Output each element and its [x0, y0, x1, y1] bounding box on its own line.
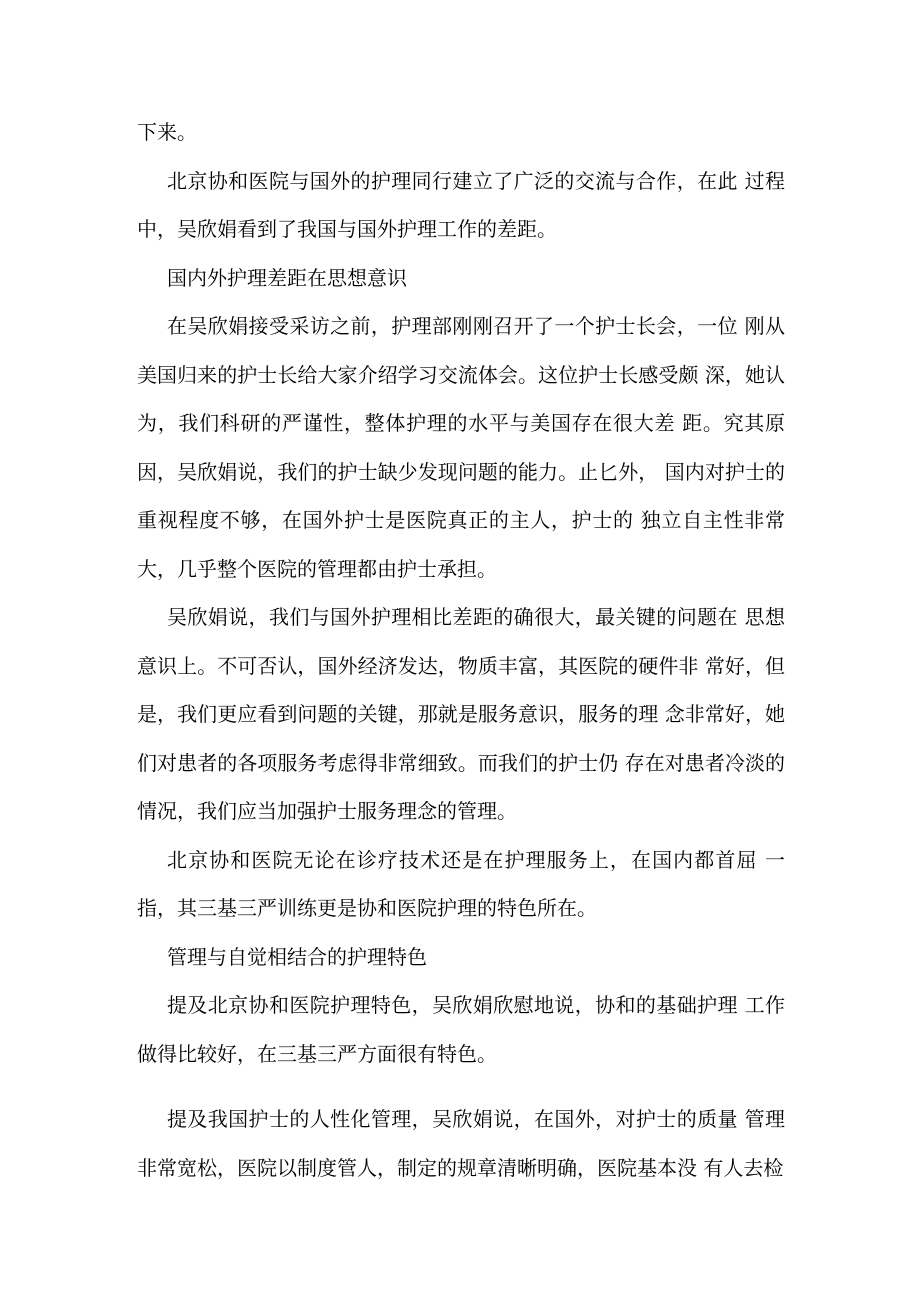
- section-heading-awareness-gap: 国内外护理差距在思想意识: [167, 265, 407, 290]
- paragraph-service-awareness: 吴欣娟说，我们与国外护理相比差距的确很大，最关键的问题在 思想意识上。不可否认，国外经济发达，物质丰富，其医院的硬件非 常好，但是，我们更应看到问题的关键，那就是服务意识，服务的理 念非常好，她们对患者的各项服务考虑得非常细致。而我们的护士仍 存在对患者冷淡的情况，我们应当加强护士服务理念的管理。: [137, 605, 785, 823]
- paragraph-humanized-management: 提及我国护士的人性化管理，吴欣娟说，在国外，对护士的质量 管理非常宽松，医院以制度管人，制定的规章清晰明确，医院基本没 有人去检: [137, 1107, 785, 1180]
- body-text: [137, 108, 785, 1192]
- paragraph-pumch-leading: 北京协和医院无论在诊疗技术还是在护理服务上，在国内都首屈 一指，其三基三严训练更是协和医院护理的特色所在。: [137, 847, 785, 920]
- paragraph-head-nurse-meeting: 在吴欣娟接受采访之前，护理部刚刚召开了一个护士长会，一位 刚从美国归来的护士长给大家介绍学习交流体会。这位护士长感受颇 深，她认为，我们科研的严谨性，整体护理的水平与美国存在很大差 距。究其原因，吴欣娟说，我们的护士缺少发现问题的能力。止匕外， 国内对护士的重视程度不够，在国外护士是医院真正的主人，护士的 独立自主性非常大，几乎整个医院的管理都由护士承担。: [137, 314, 785, 581]
- paragraph-exchange-cooperation: 北京协和医院与国外的护理同行建立了广泛的交流与合作，在此 过程中，吴欣娟看到了我国与国外护理工作的差距。: [137, 168, 785, 241]
- section-heading-nursing-features: 管理与自觉相结合的护理特色: [167, 944, 427, 969]
- paragraph-basic-nursing: 提及北京协和医院护理特色，吴欣娟欣慰地说，协和的基础护理 工作做得比较好，在三基三严方面很有特色。: [137, 993, 785, 1066]
- paragraph-continuation: 下来。: [137, 120, 197, 144]
